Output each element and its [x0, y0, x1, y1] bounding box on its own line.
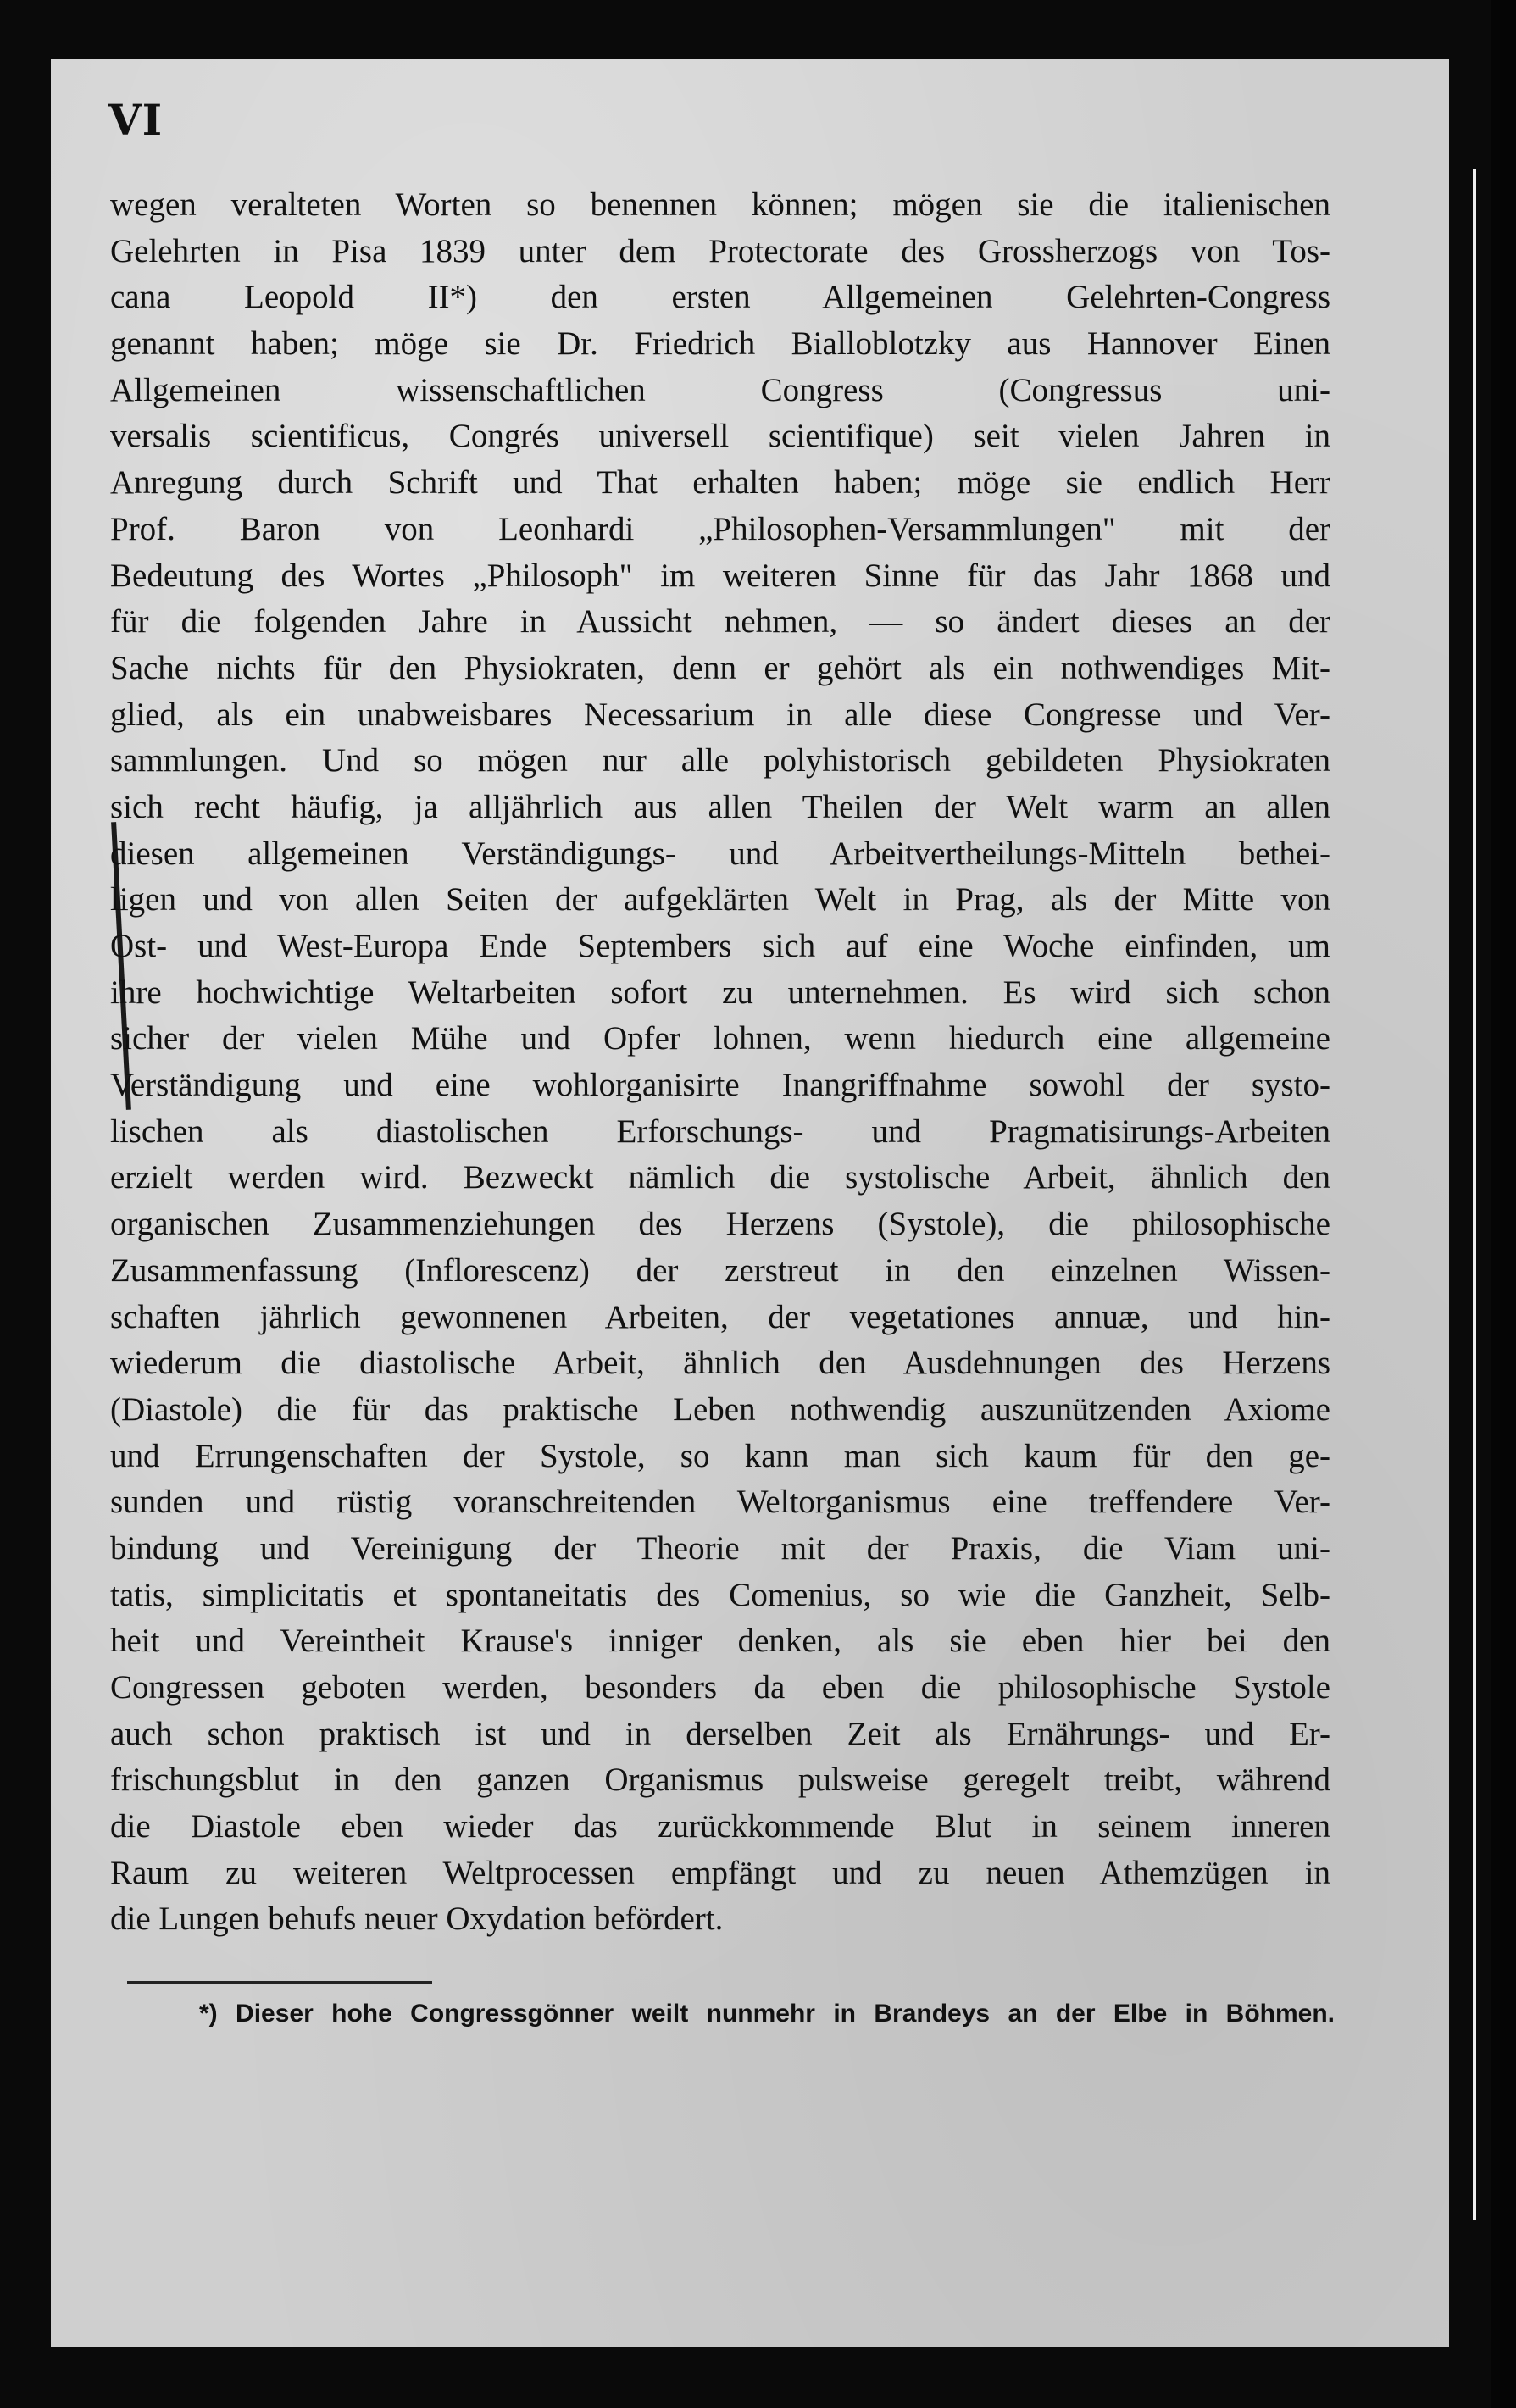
- text-line: Zusammenfassung (Inflorescenz) der zerstreut in den einzelnen Wissen-: [110, 1251, 1330, 1289]
- text-line: ligen und von allen Seiten der aufgeklärten Welt in Prag, als der Mitte von: [110, 881, 1330, 918]
- text-line: wiederum die diastolische Arbeit, ähnlich den Ausdehnungen des Herzens: [110, 1345, 1330, 1382]
- text-line: bindung und Vereinigung der Theorie mit der Praxis, die Viam uni-: [110, 1529, 1330, 1567]
- text-line: heit und Vereintheit Krause's inniger denken, als sie eben hier bei den: [110, 1623, 1330, 1660]
- body-text: [110, 182, 1330, 1943]
- text-line: Allgemeinen wissenschaftlichen Congress (Congressus uni-: [110, 371, 1330, 408]
- text-line: sunden und rüstig voranschreitenden Weltorganismus eine treffendere Ver-: [110, 1484, 1330, 1521]
- text-line: (Diastole) die für das praktische Leben nothwendig auszunützenden Axiome: [110, 1390, 1330, 1428]
- text-line: ihre hochwichtige Weltarbeiten sofort zu unternehmen. Es wird sich schon: [110, 974, 1330, 1011]
- text-line: Congressen geboten werden, besonders da eben die philosophische Systole: [110, 1669, 1330, 1706]
- text-line: frischungsblut in den ganzen Organismus pulsweise geregelt treibt, während: [110, 1762, 1330, 1799]
- text-line: Anregung durch Schrift und That erhalten haben; möge sie endlich Herr: [110, 464, 1330, 502]
- text-line: Raum zu weiteren Weltprocessen empfängt und zu neuen Athemzügen in: [110, 1854, 1330, 1891]
- text-line: und Errungenschaften der Systole, so kann man sich kaum für den ge-: [110, 1437, 1330, 1474]
- text-line: glied, als ein unabweisbares Necessarium in alle diese Congresse und Ver-: [110, 696, 1330, 733]
- text-line: für die folgenden Jahre in Aussicht nehmen, — so ändert dieses an der: [110, 603, 1330, 641]
- footnote: *) Dieser hohe Congressgönner weilt nunmehr in Brandeys an der Elbe in Böhmen.: [199, 2000, 1335, 2028]
- text-line: sicher der vielen Mühe und Opfer lohnen, wenn hiedurch eine allgemeine: [110, 1020, 1330, 1057]
- text-line: sammlungen. Und so mögen nur alle polyhistorisch gebildeten Physiokraten: [110, 742, 1330, 780]
- text-line: Bedeutung des Wortes „Philosoph" im weiteren Sinne für das Jahr 1868 und: [110, 557, 1330, 594]
- footnote-rule: [127, 1981, 432, 1984]
- binding-edge: [1491, 0, 1516, 2408]
- text-line: sich recht häufig, ja alljährlich aus allen Theilen der Welt warm an allen: [110, 788, 1330, 825]
- text-line: cana Leopold II*) den ersten Allgemeinen Gelehrten-Congress: [110, 279, 1330, 316]
- text-line: lischen als diastolischen Erforschungs- und Pragmatisirungs-Arbeiten: [110, 1112, 1330, 1150]
- text-line: versalis scientificus, Congrés universell scientifique) seit vielen Jahren in: [110, 418, 1330, 455]
- text-line: schaften jährlich gewonnenen Arbeiten, der vegetationes annuæ, und hin-: [110, 1298, 1330, 1335]
- text-line: diesen allgemeinen Verständigungs- und Arbeitvertheilungs-Mitteln bethei-: [110, 835, 1330, 872]
- text-line: wegen veralteten Worten so benennen können; mögen sie die italienischen: [110, 186, 1330, 223]
- right-margin-line: [1473, 169, 1476, 2220]
- text-line: Gelehrten in Pisa 1839 unter dem Protectorate des Grossherzogs von Tos-: [110, 232, 1330, 269]
- text-line: organischen Zusammenziehungen des Herzens (Systole), die philosophische: [110, 1206, 1330, 1243]
- text-line: Ost- und West-Europa Ende Septembers sich auf eine Woche einfinden, um: [110, 928, 1330, 964]
- text-line: Verständigung und eine wohlorganisirte Inangriffnahme sowohl der systo-: [110, 1067, 1330, 1104]
- text-line: die Diastole eben wieder das zurückkommende Blut in seinem inneren: [110, 1808, 1330, 1845]
- text-line: tatis, simplicitatis et spontaneitatis des Comenius, so wie die Ganzheit, Selb-: [110, 1576, 1330, 1613]
- text-line: Prof. Baron von Leonhardi „Philosophen-Versammlungen" mit der: [110, 510, 1330, 547]
- text-line: auch schon praktisch ist und in derselben Zeit als Ernährungs- und Er-: [110, 1715, 1330, 1752]
- text-line: Sache nichts für den Physiokraten, denn er gehört als ein nothwendiges Mit-: [110, 649, 1330, 686]
- text-line: erzielt werden wird. Bezweckt nämlich die systolische Arbeit, ähnlich den: [110, 1159, 1330, 1196]
- text-line: die Lungen behufs neuer Oxydation befördert.: [110, 1900, 724, 1938]
- page-number: VI: [108, 95, 164, 145]
- text-line: genannt haben; möge sie Dr. Friedrich Bialloblotzky aus Hannover Einen: [110, 325, 1330, 363]
